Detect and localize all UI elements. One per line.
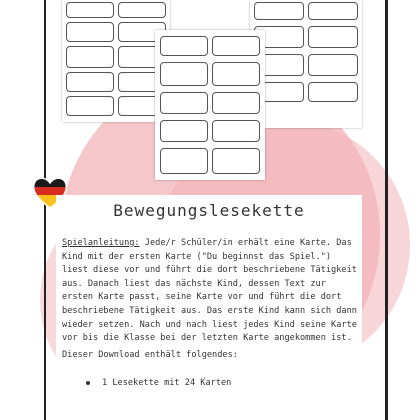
- card-preview: [66, 46, 114, 68]
- instructions-text: Jede/r Schüler/in erhält eine Karte. Das Kind mit der ersten Karte ("Du beginnst das Spiel.") liest diese vor und führt die dort beschriebene Tätigkeit aus. Danach liest das nächste Kind, dessen Text zur ersten Karte passt, seine Karte vor und führt die dort beschriebene Tätigkeit aus. Das erste Kind kann sich dann wieder setzen. Nach und nach liest jedes Kind seine Karte vor bis die Klasse bei der letzten Karte angekommen ist.: [62, 238, 357, 344]
- card-preview: [308, 26, 358, 48]
- card-preview: [66, 22, 114, 42]
- instructions-paragraph: [62, 237, 360, 346]
- card-preview: [160, 62, 208, 86]
- card-preview: [66, 72, 114, 92]
- bullet-icon: [86, 381, 90, 385]
- card-preview: [160, 92, 208, 114]
- card-preview: [308, 2, 358, 20]
- card-preview: [66, 96, 114, 116]
- description-panel: [56, 195, 362, 420]
- page-frame-right: [385, 0, 388, 420]
- card-preview: [212, 120, 260, 142]
- card-preview: [308, 82, 358, 102]
- card-preview: [308, 54, 358, 76]
- card-sheet-preview-center: [155, 30, 265, 180]
- download-item-label: 1 Lesekette mit 24 Karten: [102, 378, 232, 388]
- card-preview: [212, 148, 260, 174]
- card-preview: [118, 2, 166, 18]
- instructions-label: Spielanleitung:: [62, 238, 140, 248]
- card-preview: [160, 36, 208, 56]
- list-item: [86, 378, 231, 388]
- card-preview: [212, 36, 260, 56]
- card-preview: [160, 148, 208, 174]
- card-preview: [212, 92, 260, 114]
- card-sheet-preview-right: [250, 0, 362, 128]
- card-preview: [66, 2, 114, 18]
- page-title: Bewegungslesekette: [113, 201, 305, 220]
- card-preview: [160, 120, 208, 142]
- download-intro: Dieser Download enthält folgendes:: [62, 350, 238, 360]
- card-preview: [212, 62, 260, 86]
- card-preview: [254, 2, 304, 20]
- card-sheet-preview-left: [62, 0, 170, 122]
